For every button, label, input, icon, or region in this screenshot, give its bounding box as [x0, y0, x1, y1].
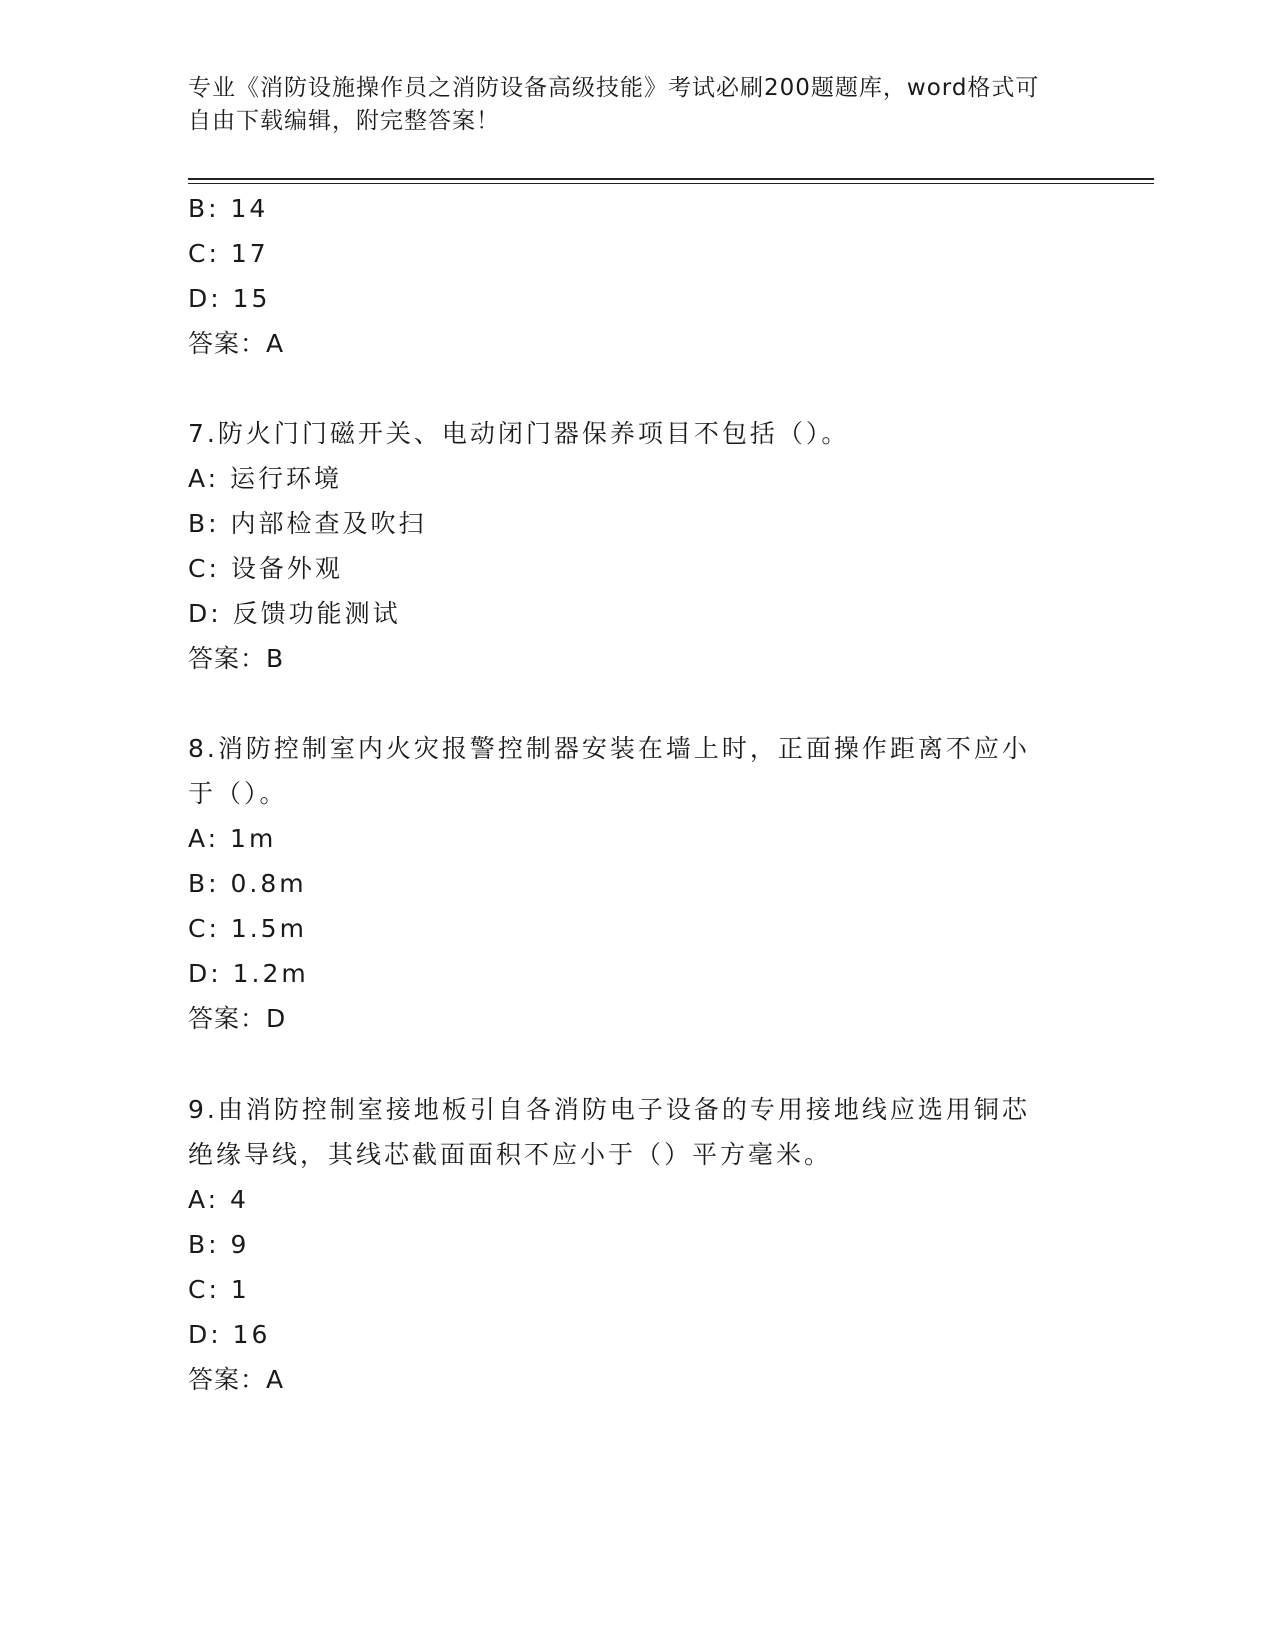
q8-answer: 答案：D	[188, 1004, 287, 1033]
q9-option-b: B: 9	[188, 1230, 250, 1259]
q8-stem-line-1: 8.消防控制室内火灾报警控制器安装在墙上时，正面操作距离不应小	[188, 734, 1030, 763]
q6-option-b: B: 14	[188, 194, 269, 223]
q6-answer: 答案：A	[188, 329, 285, 358]
q6-option-c: C: 17	[188, 239, 269, 268]
q9-answer: 答案：A	[188, 1365, 285, 1394]
q8-stem-line-2: 于（）。	[188, 779, 288, 808]
q7-answer: 答案：B	[188, 644, 285, 673]
q8-option-d: D: 1.2m	[188, 959, 309, 988]
q8-option-b: B: 0.8m	[188, 869, 307, 898]
q7-option-a: A: 运行环境	[188, 464, 343, 493]
q7-stem: 7.防火门门磁开关、电动闭门器保养项目不包括（）。	[188, 419, 850, 448]
q7-option-c: C: 设备外观	[188, 554, 343, 583]
q9-stem-line-1: 9.由消防控制室接地板引自各消防电子设备的专用接地线应选用铜芯	[188, 1095, 1030, 1124]
q8-option-c: C: 1.5m	[188, 914, 307, 943]
q9-option-d: D: 16	[188, 1320, 271, 1349]
header-divider-thin	[188, 183, 1154, 184]
document-header	[188, 72, 1068, 138]
q7-option-d: D: 反馈功能测试	[188, 599, 401, 628]
q9-option-a: A: 4	[188, 1185, 249, 1214]
q8-option-a: A: 1m	[188, 824, 277, 853]
q9-stem-line-2: 绝缘导线，其线芯截面面积不应小于（）平方毫米。	[188, 1140, 833, 1169]
q7-option-b: B: 内部检查及吹扫	[188, 509, 427, 538]
q6-option-d: D: 15	[188, 284, 271, 313]
header-line-1: 专业《消防设施操作员之消防设备高级技能》考试必刷200题题库，word格式可	[188, 75, 1040, 101]
header-divider-thick	[188, 178, 1154, 180]
q9-option-c: C: 1	[188, 1275, 250, 1304]
header-line-2: 自由下载编辑，附完整答案！	[188, 108, 500, 134]
